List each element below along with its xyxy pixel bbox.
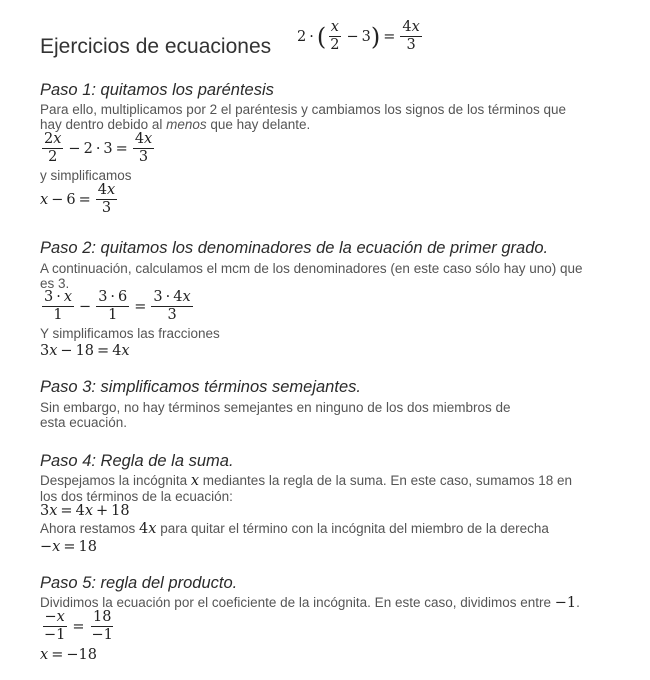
step2-simplify-text: Y simplificamos las fracciones bbox=[40, 326, 220, 341]
step4-text-line2: los dos términos de la ecuación: bbox=[40, 489, 233, 504]
step1-text bbox=[40, 102, 610, 132]
step1-equation2: x − 6 = $\frac{4x}{3}$ bbox=[40, 182, 116, 216]
step5-equation1: $\frac{-x}{-1}$ = $\frac{18}{-1}$ bbox=[44, 609, 113, 643]
step2-text-line1: A continuación, calculamos el mcm de los denominadores (en este caso sólo hay uno) que bbox=[40, 261, 583, 276]
step1-heading: Paso 1: quitamos los paréntesis bbox=[40, 81, 274, 99]
step4-text-line1: Despejamos la incógnita x mediantes la regla de la suma. En este caso, sumamos 18 en bbox=[40, 473, 572, 489]
step1-text-line1: Para ello, multiplicamos por 2 el paréntesis y cambiamos los signos de los términos que bbox=[40, 102, 566, 117]
step2-equation2: 3x − 18 = 4x bbox=[40, 343, 130, 359]
step1-simplify-text: y simplificamos bbox=[40, 168, 132, 183]
step4-equation2: −x = 18 bbox=[40, 539, 97, 555]
step1-equation1: $\frac{2x}{2}$ − 2 · 3 = $\frac{4x}{3}$ bbox=[44, 131, 153, 165]
step4-heading: Paso 4: Regla de la suma. bbox=[40, 452, 234, 470]
step5-text: Dividimos la ecuación por el coeficiente de la incógnita. En este caso, dividimos entre −1. bbox=[40, 595, 580, 611]
step2-text bbox=[40, 261, 610, 291]
step4-subtract-text: Ahora restamos 4x para quitar el término con la incógnita del miembro de la derecha bbox=[40, 521, 549, 537]
step4-text bbox=[40, 473, 610, 504]
page-title: Ejercicios de ecuaciones bbox=[40, 35, 272, 58]
main-equation: 2 · ( $\frac{x}{2}$ − 3 ) = $\frac{4x}{3}$ bbox=[297, 19, 420, 53]
step2-text-line2: es 3. bbox=[40, 276, 70, 291]
step1-text-line2: hay dentro debido al menos que hay delante. bbox=[40, 117, 311, 132]
step5-heading: Paso 5: regla del producto. bbox=[40, 574, 238, 592]
step2-heading: Paso 2: quitamos los denominadores de la ecuación de primer grado. bbox=[40, 239, 549, 257]
step3-heading: Paso 3: simplificamos términos semejantes. bbox=[40, 378, 361, 396]
step3-text-line2: esta ecuación. bbox=[40, 415, 128, 430]
step5-equation2: x = −18 bbox=[40, 647, 97, 663]
step3-text bbox=[40, 400, 610, 430]
step4-equation1: 3x = 4x + 18 bbox=[40, 503, 130, 519]
step2-equation1: $\frac{3 \cdot x}{1}$ − $\frac{3 \cdot 6}{1}$ = $\frac{3 \cdot 4x}{3}$ bbox=[44, 289, 191, 323]
step3-text-line1: Sin embargo, no hay términos semejantes en ninguno de los dos miembros de bbox=[40, 400, 511, 415]
